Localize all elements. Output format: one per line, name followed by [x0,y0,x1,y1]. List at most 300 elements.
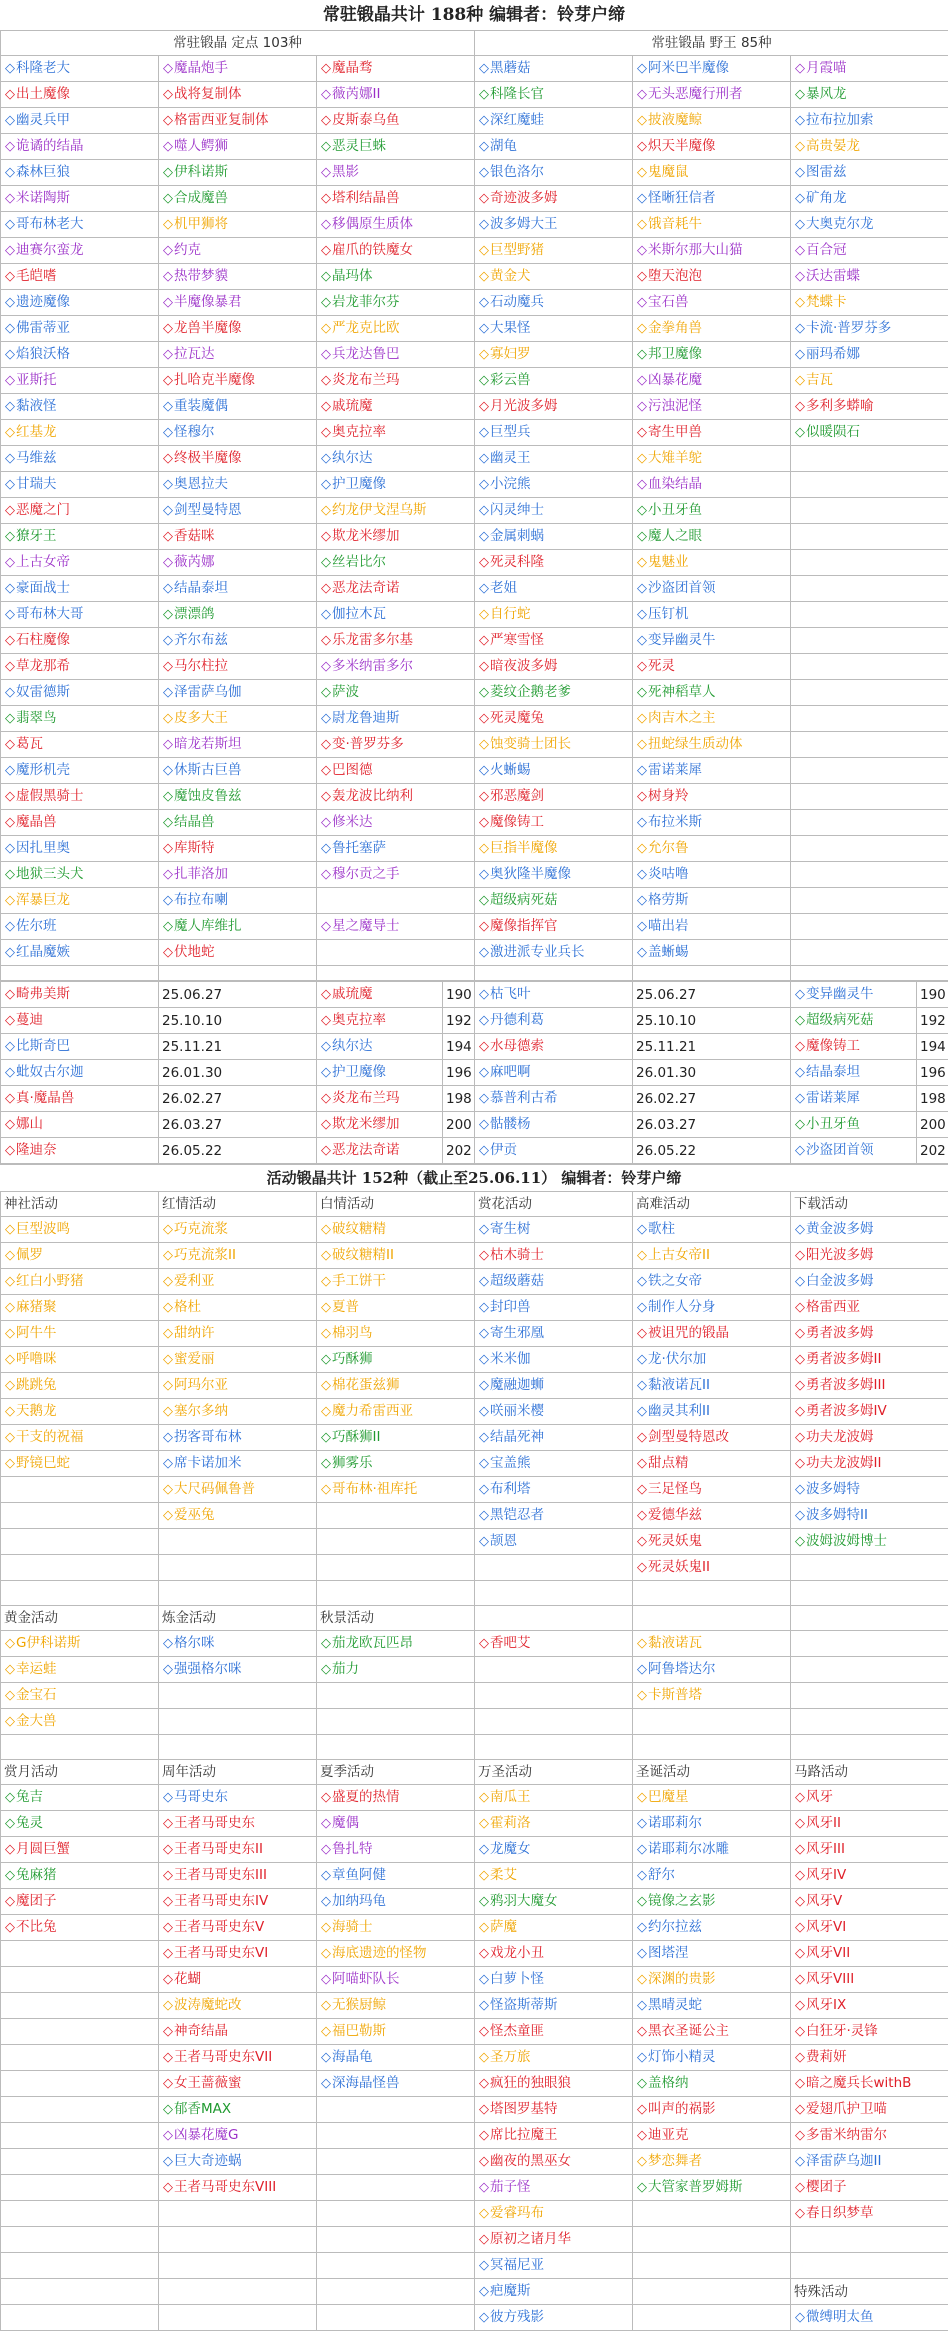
rotation-date: 25.11.21 [159,1034,317,1060]
crystal-name: 吉瓦 [806,372,833,388]
crystal-cell [317,472,475,498]
crystal-name: 盖格纳 [648,2075,689,2091]
page-title: 常驻锻晶共计 188种 编辑者：铃芽户缔 [0,0,948,30]
crystal-cell [475,1735,633,1760]
crystal-name: 巨型波鸣 [16,1221,70,1237]
rotation-count: 194 [917,1034,948,1060]
crystal-cell [475,1217,633,1243]
diamond-icon: ◇ [478,2098,490,2122]
diamond-icon: ◇ [320,499,332,523]
diamond-icon: ◇ [794,1864,806,1888]
crystal-name: 暗龙若斯坦 [174,736,242,752]
crystal-name: 柔艾 [490,1867,517,1883]
diamond-icon: ◇ [636,1322,648,1346]
diamond-icon: ◇ [478,629,490,653]
crystal-cell [633,1631,791,1657]
crystal-cell [159,1347,317,1373]
crystal-name: 干支的祝福 [16,1429,84,1445]
diamond-icon: ◇ [320,603,332,627]
crystal-cell [791,1425,948,1451]
crystal-name: 天鹅龙 [16,1403,57,1419]
diamond-icon: ◇ [478,1087,490,1111]
table-row [1,862,948,888]
crystal-name: 污浊泥怪 [648,398,702,414]
crystal-cell [159,1915,317,1941]
event-row [1,1529,948,1555]
table-row [1,602,948,628]
crystal-cell [1,2279,159,2305]
crystal-cell [159,472,317,498]
crystal-name: 黄金波多姆 [806,1221,874,1237]
crystal-name: 虚假黑骑士 [16,788,84,804]
diamond-icon: ◇ [4,1270,16,1294]
crystal-cell [1,1008,159,1034]
crystal-cell [633,2019,791,2045]
diamond-icon: ◇ [636,525,648,549]
diamond-icon: ◇ [4,1009,16,1033]
crystal-cell [159,2201,317,2227]
diamond-icon: ◇ [478,1968,490,1992]
diamond-icon: ◇ [4,1061,16,1085]
diamond-icon: ◇ [162,2072,174,2096]
crystal-name: 金宝石 [16,1687,57,1703]
crystal-name: 大尺码佩鲁普 [174,1481,255,1497]
crystal-cell [791,2123,948,2149]
crystal-name: 月光波多姆 [490,398,558,414]
crystal-cell [317,1503,475,1529]
table-row [1,316,948,342]
crystal-name: 王者马哥史东VII [174,2049,272,2065]
crystal-cell [1,420,159,446]
diamond-icon: ◇ [4,1087,16,1111]
crystal-name: 宝盖熊 [490,1455,531,1471]
crystal-cell [1,1373,159,1399]
crystal-cell [633,2279,791,2305]
crystal-name: 终极半魔像 [174,450,242,466]
event-row [1,1217,948,1243]
crystal-cell [317,1008,443,1034]
crystal-name: 结晶兽 [174,814,215,830]
crystal-cell [791,1138,917,1164]
crystal-cell [159,1683,317,1709]
diamond-icon: ◇ [320,1035,332,1059]
diamond-icon: ◇ [320,1244,332,1268]
crystal-name: 咲丽米樱 [490,1403,544,1419]
crystal-cell [633,888,791,914]
crystal-cell [475,2149,633,2175]
crystal-name: 沙盗团首领 [648,580,716,596]
crystal-cell [317,1811,475,1837]
crystal-name: 大管家普罗姆斯 [648,2179,743,2195]
diamond-icon: ◇ [636,1942,648,1966]
crystal-name: 波多姆特 [806,1481,860,1497]
diamond-icon: ◇ [794,1035,806,1059]
crystal-cell [159,264,317,290]
diamond-icon: ◇ [478,655,490,679]
crystal-cell [317,316,475,342]
crystal-name: 自行蛇 [490,606,531,622]
diamond-icon: ◇ [4,343,16,367]
diamond-icon: ◇ [162,1218,174,1242]
crystal-cell [317,706,475,732]
crystal-cell [791,602,948,628]
crystal-cell [475,1837,633,1863]
crystal-cell [1,342,159,368]
rotation-date: 25.06.27 [159,982,317,1008]
crystal-cell [159,2253,317,2279]
crystal-name: 王者马哥史东 [174,1815,255,1831]
crystal-name: 恶魔之门 [16,502,70,518]
diamond-icon: ◇ [794,1374,806,1398]
crystal-name: 魔形机壳 [16,762,70,778]
event-header-row [1,1606,948,1631]
crystal-name: 巧克流浆II [174,1247,236,1263]
diamond-icon: ◇ [636,2020,648,2044]
diamond-icon: ◇ [478,941,490,965]
diamond-icon: ◇ [478,733,490,757]
crystal-cell [317,784,475,810]
crystal-cell [791,836,948,862]
crystal-cell [317,2097,475,2123]
crystal-cell [791,316,948,342]
crystal-name: 龙兽半魔像 [174,320,242,336]
crystal-cell [317,368,475,394]
diamond-icon: ◇ [320,109,332,133]
crystal-cell [791,1060,917,1086]
rotation-count: 198 [443,1086,475,1112]
diamond-icon: ◇ [478,317,490,341]
crystal-cell [317,420,475,446]
rotation-count: 202 [443,1138,475,1164]
crystal-name: 丹德利葛 [490,1012,544,1028]
diamond-icon: ◇ [162,291,174,315]
crystal-name: 大奥克尔龙 [806,216,874,232]
crystal-name: 穆尔贡之手 [332,866,400,882]
crystal-name: 雷诺莱犀 [648,762,702,778]
diamond-icon: ◇ [636,343,648,367]
crystal-cell [1,1086,159,1112]
crystal-cell [633,940,791,966]
crystal-name: 哥布林·祖库托 [332,1481,417,1497]
crystal-name: 焰狼沃格 [16,346,70,362]
crystal-cell [475,940,633,966]
rotation-date: 26.03.27 [633,1112,791,1138]
crystal-name: 小丑牙鱼 [806,1116,860,1132]
diamond-icon: ◇ [320,1270,332,1294]
crystal-cell [317,1243,475,1269]
crystal-name: 重装魔偶 [174,398,228,414]
rotation-date: 26.01.30 [633,1060,791,1086]
crystal-name: 乐龙雷多尔基 [332,632,413,648]
crystal-cell [475,982,633,1008]
crystal-cell [791,1785,948,1811]
crystal-name: 变异幽灵牛 [648,632,716,648]
event-row [1,2175,948,2201]
crystal-name: 薇芮娜II [332,86,380,102]
crystal-name: 戚琉魔 [332,398,373,414]
crystal-cell [159,1321,317,1347]
crystal-name: 麻猪聚 [16,1299,57,1315]
diamond-icon: ◇ [794,135,806,159]
crystal-cell [159,654,317,680]
crystal-name: 寡妇罗 [490,346,531,362]
rotation-count: 200 [443,1112,475,1138]
diamond-icon: ◇ [4,1400,16,1424]
diamond-icon: ◇ [478,1452,490,1476]
crystal-name: 盛夏的热情 [332,1789,400,1805]
crystal-name: 银色洛尔 [490,164,544,180]
crystal-cell [475,524,633,550]
crystal-name: 超级病死菇 [806,1012,874,1028]
diamond-icon: ◇ [4,941,16,965]
diamond-icon: ◇ [478,213,490,237]
crystal-cell [1,82,159,108]
crystal-name: 严龙克比欧 [332,320,400,336]
event-row [1,1243,948,1269]
diamond-icon: ◇ [636,785,648,809]
event-header-row [1,1760,948,1785]
crystal-cell [317,1555,475,1581]
crystal-cell [1,628,159,654]
diamond-icon: ◇ [4,291,16,315]
event-row [1,1555,948,1581]
crystal-cell [1,1709,159,1735]
crystal-cell [791,394,948,420]
diamond-icon: ◇ [478,369,490,393]
crystal-name: 勇者波多姆III [806,1377,885,1393]
crystal-cell [317,1373,475,1399]
crystal-name: 席卡诺加米 [174,1455,242,1471]
diamond-icon: ◇ [794,1452,806,1476]
diamond-icon: ◇ [162,759,174,783]
rotation-count: 192 [443,1008,475,1034]
crystal-cell [633,628,791,654]
crystal-cell [791,2149,948,2175]
diamond-icon: ◇ [478,1348,490,1372]
diamond-icon: ◇ [478,109,490,133]
rotation-date: 25.10.10 [633,1008,791,1034]
crystal-cell [1,1503,159,1529]
crystal-cell [791,1243,948,1269]
crystal-cell [159,1399,317,1425]
spacer-cell [475,966,633,981]
crystal-cell [791,56,948,82]
diamond-icon: ◇ [162,1994,174,2018]
diamond-icon: ◇ [162,473,174,497]
crystal-cell [1,290,159,316]
crystal-cell [317,1060,443,1086]
crystal-cell [159,1993,317,2019]
crystal-name: 格雷西亚复制体 [174,112,269,128]
diamond-icon: ◇ [4,785,16,809]
crystal-cell [1,264,159,290]
diamond-icon: ◇ [478,1374,490,1398]
diamond-icon: ◇ [478,837,490,861]
crystal-name: 上古女帝II [648,1247,710,1263]
diamond-icon: ◇ [320,837,332,861]
diamond-icon: ◇ [794,1786,806,1810]
crystal-cell [791,1683,948,1709]
crystal-name: 黑铠忍者 [490,1507,544,1523]
crystal-name: 布拉布喇 [174,892,228,908]
diamond-icon: ◇ [794,317,806,341]
event-row [1,2201,948,2227]
diamond-icon: ◇ [478,811,490,835]
crystal-name: G伊科诺斯 [16,1635,80,1651]
crystal-cell [1,888,159,914]
event-row [1,1581,948,1606]
crystal-name: 拐客哥布林 [174,1429,242,1445]
crystal-name: 原初之诸月华 [490,2231,571,2247]
diamond-icon: ◇ [636,2098,648,2122]
crystal-name: 奥狄隆半魔像 [490,866,571,882]
crystal-name: 爱德华兹 [648,1507,702,1523]
crystal-name: 战将复制体 [174,86,242,102]
crystal-cell [1,810,159,836]
crystal-name: 王者马哥史东V [174,1919,264,1935]
crystal-name: 披液魔鲸 [648,112,702,128]
table-row [1,836,948,862]
crystal-name: 马维兹 [16,450,57,466]
diamond-icon: ◇ [478,785,490,809]
diamond-icon: ◇ [636,421,648,445]
crystal-name: 黑影 [332,164,359,180]
crystal-cell [1,1217,159,1243]
diamond-icon: ◇ [478,447,490,471]
diamond-icon: ◇ [162,1270,174,1294]
event-row [1,2097,948,2123]
crystal-cell [1,732,159,758]
crystal-name: 休斯古巨兽 [174,762,242,778]
crystal-name: 阿鲁塔达尔 [648,1661,716,1677]
crystal-name: 白狂牙·灵锋 [806,2023,878,2039]
crystal-name: 夏普 [332,1299,359,1315]
crystal-name: 不比兔 [16,1919,57,1935]
crystal-cell [791,238,948,264]
diamond-icon: ◇ [478,2306,490,2330]
crystal-cell [791,1941,948,1967]
crystal-cell [159,576,317,602]
diamond-icon: ◇ [4,733,16,757]
crystal-cell [1,134,159,160]
event-row [1,1503,948,1529]
diamond-icon: ◇ [162,2098,174,2122]
crystal-name: 修米达 [332,814,373,830]
crystal-cell [317,498,475,524]
diamond-icon: ◇ [162,1890,174,1914]
diamond-icon: ◇ [162,265,174,289]
crystal-name: 米米伽 [490,1351,531,1367]
diamond-icon: ◇ [636,603,648,627]
diamond-icon: ◇ [794,187,806,211]
diamond-icon: ◇ [162,577,174,601]
diamond-icon: ◇ [794,2176,806,2200]
diamond-icon: ◇ [794,1968,806,1992]
rotation-count: 190 [443,982,475,1008]
crystal-cell [475,706,633,732]
crystal-name: 风牙 [806,1789,833,1805]
crystal-cell [317,1735,475,1760]
crystal-name: 伊科诺斯 [174,164,228,180]
diamond-icon: ◇ [478,1478,490,1502]
diamond-icon: ◇ [4,1244,16,1268]
crystal-name: 水母德索 [490,1038,544,1054]
crystal-cell [1,1735,159,1760]
crystal-name: 迪亚克 [648,2127,689,2143]
crystal-cell [475,420,633,446]
crystal-name: 金属刺蜗 [490,528,544,544]
diamond-icon: ◇ [636,83,648,107]
crystal-name: 波涛魔蛇改 [174,1997,242,2013]
diamond-icon: ◇ [794,983,806,1007]
crystal-cell [791,1837,948,1863]
diamond-icon: ◇ [320,1400,332,1424]
crystal-cell [317,1529,475,1555]
crystal-cell [791,1451,948,1477]
crystal-name: 喵出岩 [648,918,689,934]
event-row [1,2149,948,2175]
crystal-name: 诺耶莉尔冰雕 [648,1841,729,1857]
crystal-cell [791,264,948,290]
crystal-name: 约尔拉兹 [648,1919,702,1935]
diamond-icon: ◇ [320,187,332,211]
crystal-cell [475,82,633,108]
crystal-name: 叫声的祸影 [648,2101,716,2117]
crystal-cell [791,2253,948,2279]
rotation-date: 25.06.27 [633,982,791,1008]
diamond-icon: ◇ [478,1786,490,1810]
diamond-icon: ◇ [4,1890,16,1914]
crystal-name: 功夫龙波姆II [806,1455,881,1471]
rotation-date: 26.05.22 [633,1138,791,1164]
crystal-name: 蚀变骑士团长 [490,736,571,752]
crystal-cell [633,238,791,264]
crystal-cell [633,1347,791,1373]
crystal-name: 隆迪奈 [16,1142,57,1158]
crystal-cell [1,2253,159,2279]
crystal-cell [1,1683,159,1709]
rotation-row [1,1112,948,1138]
diamond-icon: ◇ [320,1942,332,1966]
crystal-cell [791,1709,948,1735]
crystal-cell [159,160,317,186]
crystal-cell [633,446,791,472]
diamond-icon: ◇ [478,161,490,185]
crystal-name: 泽雷萨乌伽 [174,684,242,700]
crystal-cell [475,1709,633,1735]
crystal-cell [475,1683,633,1709]
crystal-cell [633,1889,791,1915]
event-row [1,1915,948,1941]
crystal-name: 手工饼干 [332,1273,386,1289]
crystal-name: 铁之女帝 [648,1273,702,1289]
crystal-name: 魔像指挥官 [490,918,558,934]
crystal-cell [475,810,633,836]
crystal-name: 白金波多姆 [806,1273,874,1289]
diamond-icon: ◇ [4,1838,16,1862]
crystal-name: 獠牙王 [16,528,57,544]
crystal-name: 魔像铸工 [806,1038,860,1054]
diamond-icon: ◇ [4,239,16,263]
crystal-name: 多米纳雷多尔 [332,658,413,674]
diamond-icon: ◇ [162,1504,174,1528]
diamond-icon: ◇ [320,1087,332,1111]
event-category-header: 马路活动 [791,1760,948,1785]
crystal-name: 扎菲洛加 [174,866,228,882]
diamond-icon: ◇ [636,2072,648,2096]
crystal-name: 三足怪鸟 [648,1481,702,1497]
crystal-name: 爱睿玛布 [490,2205,544,2221]
